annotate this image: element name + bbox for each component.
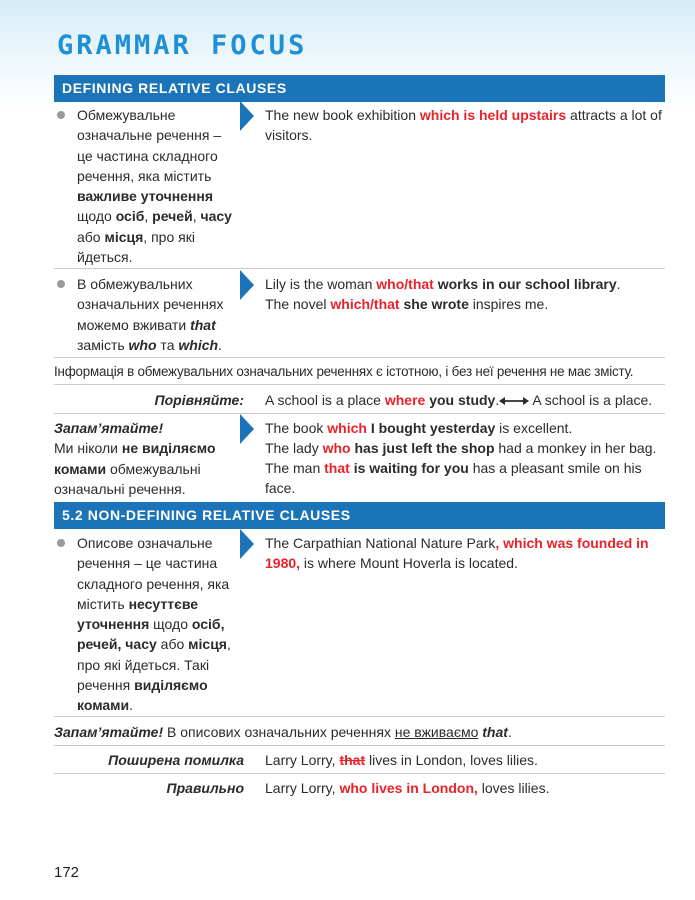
defining-example-2b: The novel which/that she wrote inspires me. (265, 296, 549, 312)
row-divider (54, 773, 665, 774)
page-title: GRAMMAR FOCUS (57, 30, 308, 61)
row-divider (54, 716, 665, 717)
row-divider (54, 745, 665, 746)
non-defining-example: The Carpathian National Nature Park, which was founded in 1980, is where Mount Hoverla is located. (265, 535, 649, 572)
section-header-defining: DEFINING RELATIVE CLAUSES (54, 75, 665, 102)
remember-example-1: The book which I bought yesterday is excellent. (265, 420, 573, 436)
compare-example: A school is a place where you study. A school is a place. (265, 392, 653, 408)
mistake-example: Larry Lorry, that lives in London, loves lilies. (265, 752, 538, 768)
defining-rule-2: В обмежувальних означальних реченнях можемо вживати that замість who та which. (77, 276, 224, 353)
remember-example-3: The man that is waiting for you has a pleasant smile on his face. (265, 460, 642, 497)
remember-example-2: The lady who has just left the shop had a monkey in her bag. (265, 440, 657, 456)
defining-example-1: The new book exhibition which is held upstairs attracts a lot of visitors. (265, 107, 662, 144)
correct-label: Правильно (166, 780, 244, 796)
triangle-arrow-icon (240, 529, 254, 559)
triangle-arrow-icon (240, 270, 254, 300)
triangle-arrow-icon (240, 414, 254, 444)
non-defining-rule: Описове означальне речення – це частина складного речення, яка містить несуттєве уточнення щодо осіб, речей, часу або місця, про які йдеться. Такі речення виділяємо комами. (77, 535, 231, 714)
compare-label: Порівняйте: (154, 392, 244, 408)
row-divider (54, 384, 665, 385)
circle-bullet-icon (57, 111, 65, 119)
page-number: 172 (54, 864, 80, 881)
correct-example: Larry Lorry, who lives in London, loves lilies. (265, 780, 550, 796)
remember-note-1: Запам’ятайте! Ми ніколи не виділяємо комами обмежувальні означальні речення. (54, 420, 216, 497)
info-note: Інформація в обмежувальних означальних реченнях є істотною, і без неї речення не має змісту. (54, 364, 634, 379)
section-header-non-defining: 5.2 NON-DEFINING RELATIVE CLAUSES (54, 502, 665, 529)
mistake-label: Поширена помилка (108, 752, 244, 768)
defining-rule-1: Обмежувальне означальне речення – це частина складного речення, яка містить важливе уточнення щодо осіб, речей, часу або місця, про які йдеться. (77, 107, 232, 266)
circle-bullet-icon (57, 280, 65, 288)
circle-bullet-icon (57, 539, 65, 547)
double-arrow-icon (499, 396, 529, 406)
remember-note-2: Запам’ятайте! В описових означальних реченнях не вживаємо that. (54, 724, 512, 740)
row-divider (54, 268, 665, 269)
row-divider (54, 357, 665, 358)
defining-example-2a: Lily is the woman who/that works in our school library. (265, 276, 621, 292)
row-divider (54, 413, 665, 414)
triangle-arrow-icon (240, 101, 254, 131)
